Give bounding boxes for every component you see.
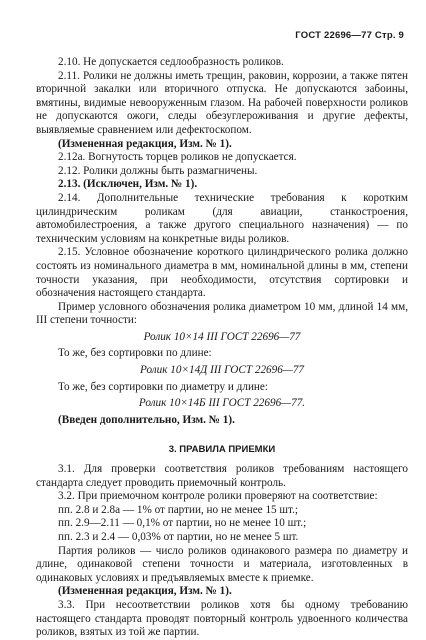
list-item: пп. 2.3 и 2.4 — 0,03% от партии, но не менее 5 шт. bbox=[58, 531, 299, 543]
clause-3-3: 3.3. При несоответствии роликов хотя бы одному требованию настоящего стандарта проводят повторный контроль удвоенного количества роликов, взятых из той же партии. bbox=[36, 598, 408, 639]
lot-definition: Партия роликов — число роликов одинакового размера по диаметру и длине, одинаковой степени точности и материала, изготовленных в одинаковых условиях и предъявляемых вместе к приемке. bbox=[36, 544, 408, 584]
clause-2-15: 2.15. Условное обозначение короткого цилиндрического ролика должно состоять из номинального диаметра в мм, номинальной длины в мм, степени точности указания, при необходимости, отсутствия сортировки и обозначения настоящего стандарта. bbox=[36, 246, 408, 300]
clause-2-13: 2.13. (Исключен, Изм. № 1). bbox=[58, 178, 198, 191]
designation-formula: Ролик 10×14Д III ГОСТ 22696—77 bbox=[140, 364, 304, 377]
designation-example: Пример условного обозначения ролика диаметром 10 мм, длиной 14 мм, III степени точности: bbox=[36, 300, 408, 327]
designation-note: То же, без сортировки по длине: bbox=[58, 347, 212, 360]
amendment-note: (Введен дополнительно, Изм. № 1). bbox=[58, 413, 235, 426]
designation-note: То же, без сортировки по диаметру и длине: bbox=[58, 380, 268, 393]
amendment-note: (Измененная редакция, Изм. № 1). bbox=[58, 585, 232, 598]
clause-2-11: 2.11. Ролики не должны иметь трещин, раковин, коррозии, а также пятен вторичной закалки или вторичного отпуска. Не допускаются забоины, вмятины, видимые невооруженным глазом. На рабочей поверхности роликов не допускаются ожоги, следы обезуглероживания и другие дефекты, выявляемые сравнением или дефектоскопом. bbox=[36, 69, 408, 136]
clause-3-2: 3.2. При приемочном контроле ролики проверяют на соответствие: bbox=[58, 490, 378, 503]
clause-3-1: 3.1. Для проверки соответствия роликов требованиям настоящего стандарта следует проводить приемочный контроль. bbox=[36, 463, 408, 489]
designation-formula: Ролик 10×14Б III ГОСТ 22696—77. bbox=[138, 397, 306, 410]
clause-2-12a: 2.12а. Вогнутость торцев роликов не допускается. bbox=[58, 151, 297, 164]
clause-2-14: 2.14. Дополнительные технические требования к коротким цилиндрическим роликам (для авиации, станкостроения, автомобилестроения, а также другого специального назначения) — по техническим условиям на конкретные виды роликов. bbox=[36, 191, 408, 245]
list-item: пп. 2.9—2.11 — 0,1% от партии, но не менее 10 шт.; bbox=[58, 517, 307, 530]
designation-formula: Ролик 10×14 III ГОСТ 22696—77 bbox=[143, 330, 301, 343]
page-header: ГОСТ 22696—77 Стр. 9 bbox=[295, 30, 404, 41]
clause-2-12: 2.12. Ролики должны быть размагничены. bbox=[58, 164, 258, 177]
clause-2-10: 2.10. Не допускается седлообразность роликов. bbox=[58, 56, 284, 68]
amendment-note: (Измененная редакция, Изм. № 1). bbox=[58, 137, 232, 150]
list-item: пп. 2.8 и 2.8а — 1% от партии, но не менее 15 шт.; bbox=[58, 503, 299, 516]
document-body bbox=[36, 56, 408, 640]
section-title: 3. ПРАВИЛА ПРИЕМКИ bbox=[168, 444, 276, 456]
